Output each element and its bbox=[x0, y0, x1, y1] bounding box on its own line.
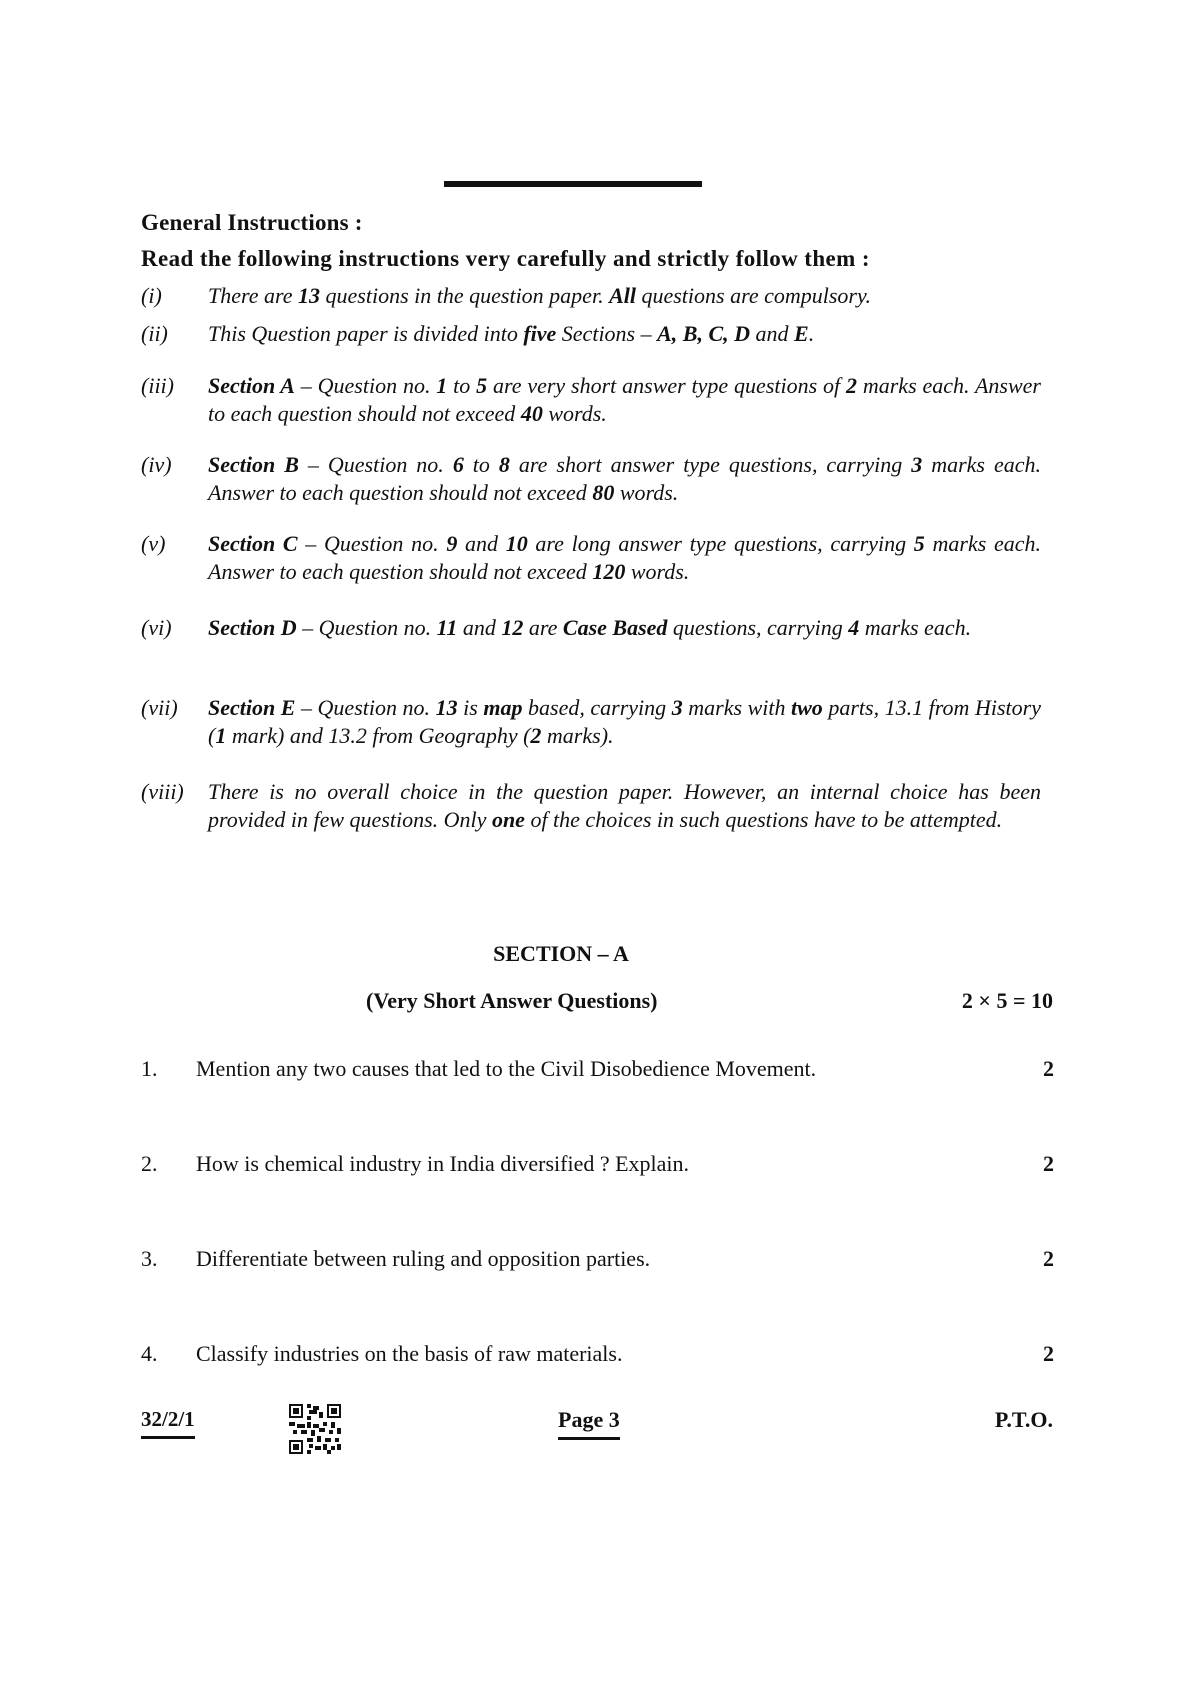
instruction-number: (i) bbox=[141, 283, 162, 308]
text-run: is bbox=[457, 695, 484, 720]
question-number: 4. bbox=[141, 1341, 158, 1366]
emphasis-text: Section A bbox=[208, 373, 295, 398]
text-run: marks with bbox=[682, 695, 792, 720]
instruction-number: (iii) bbox=[141, 373, 174, 398]
text-run: and bbox=[457, 615, 502, 640]
text-run: and bbox=[457, 531, 506, 556]
emphasis-text: Case Based bbox=[562, 615, 668, 640]
text-run: words. bbox=[614, 480, 679, 505]
text-run: parts, 13.1 from History ( bbox=[208, 695, 1041, 748]
text-run: are very short answer type questions of bbox=[487, 373, 846, 398]
text-run: marks). bbox=[541, 723, 614, 748]
instruction-number: (ii) bbox=[141, 321, 168, 346]
text-run: to bbox=[463, 452, 499, 477]
pto-label: P.T.O. bbox=[994, 1407, 1053, 1432]
emphasis-text: five bbox=[523, 321, 557, 346]
text-run: marks each. bbox=[859, 615, 972, 640]
text-run: marks each. Answer to each question should not exceed bbox=[208, 452, 1041, 505]
question-number: 3. bbox=[141, 1246, 158, 1271]
instruction-text bbox=[208, 282, 1041, 310]
text-run: There is no overall choice in the question paper. However, an internal choice has been provided in few questions. Only bbox=[208, 779, 1041, 832]
emphasis-text: 2 bbox=[846, 373, 857, 398]
text-run: – Question no. bbox=[295, 695, 436, 720]
question-marks: 2 bbox=[1043, 1151, 1054, 1176]
instruction-item bbox=[141, 694, 1041, 750]
question-number: 1. bbox=[141, 1056, 158, 1081]
emphasis-text: map bbox=[483, 695, 523, 720]
instruction-text bbox=[208, 320, 1041, 348]
top-divider-box bbox=[444, 181, 702, 187]
instruction-item bbox=[141, 451, 1041, 507]
text-run: are short answer type questions, carrying bbox=[509, 452, 912, 477]
text-run: questions are compulsory. bbox=[635, 283, 872, 308]
emphasis-text: A, B, C, D bbox=[657, 321, 751, 346]
emphasis-text: 40 bbox=[520, 401, 543, 426]
text-run: questions in the question paper. bbox=[320, 283, 610, 308]
instruction-item bbox=[141, 320, 1041, 348]
instruction-text bbox=[208, 694, 1041, 750]
emphasis-text: 10 bbox=[505, 531, 528, 556]
emphasis-text: two bbox=[791, 695, 823, 720]
question-item bbox=[141, 1341, 1054, 1367]
instruction-number: (v) bbox=[141, 531, 166, 556]
text-run: – Question no. bbox=[297, 531, 447, 556]
instruction-item bbox=[141, 282, 1041, 310]
emphasis-text: 5 bbox=[913, 531, 925, 556]
text-run: – Question no. bbox=[296, 615, 437, 640]
emphasis-text: Section C bbox=[208, 531, 298, 556]
text-run: This Question paper is divided into bbox=[208, 321, 524, 346]
question-text: Mention any two causes that led to the Civil Disobedience Movement. bbox=[196, 1056, 817, 1081]
text-run: to bbox=[447, 373, 477, 398]
instruction-number: (vii) bbox=[141, 695, 178, 720]
emphasis-text: 120 bbox=[592, 559, 626, 584]
qr-code-icon bbox=[289, 1404, 341, 1454]
text-run: are bbox=[523, 615, 563, 640]
paper-code: 32/2/1 bbox=[141, 1407, 195, 1439]
instruction-item bbox=[141, 530, 1041, 586]
instruction-text bbox=[208, 451, 1041, 507]
question-marks: 2 bbox=[1043, 1341, 1054, 1366]
section-marks: 2 × 5 = 10 bbox=[961, 988, 1053, 1013]
emphasis-text: 8 bbox=[498, 452, 510, 477]
text-run: of the choices in such questions have to be attempted. bbox=[524, 807, 1003, 832]
emphasis-text: 5 bbox=[476, 373, 488, 398]
text-run: – Question no. bbox=[294, 373, 437, 398]
text-run: – Question no. bbox=[298, 452, 453, 477]
instruction-text bbox=[208, 372, 1041, 428]
text-run: . bbox=[808, 321, 815, 346]
emphasis-text: 1 bbox=[215, 723, 227, 748]
emphasis-text: 6 bbox=[452, 452, 464, 477]
text-run: Sections – bbox=[556, 321, 658, 346]
emphasis-text: one bbox=[491, 807, 525, 832]
question-text: Classify industries on the basis of raw materials. bbox=[196, 1341, 623, 1366]
emphasis-text: 2 bbox=[530, 723, 542, 748]
emphasis-text: 13 bbox=[298, 283, 321, 308]
text-run: marks each. Answer to each question should not exceed bbox=[208, 531, 1041, 584]
instruction-number: (iv) bbox=[141, 452, 172, 477]
emphasis-text: All bbox=[609, 283, 636, 308]
emphasis-text: 11 bbox=[436, 615, 458, 640]
general-instructions-subtitle: Read the following instructions very carefully and strictly follow them : bbox=[141, 246, 870, 271]
instruction-number: (viii) bbox=[141, 779, 184, 804]
emphasis-text: 12 bbox=[501, 615, 524, 640]
text-run: questions, carrying bbox=[667, 615, 849, 640]
text-run: based, carrying bbox=[522, 695, 672, 720]
emphasis-text: 1 bbox=[436, 373, 448, 398]
emphasis-text: E bbox=[794, 321, 809, 346]
instruction-item bbox=[141, 614, 1041, 642]
text-run: There are bbox=[208, 283, 299, 308]
question-number: 2. bbox=[141, 1151, 158, 1176]
text-run: marks each. Answer to each question should not exceed bbox=[208, 373, 1041, 426]
instruction-number: (vi) bbox=[141, 615, 172, 640]
emphasis-text: Section D bbox=[208, 615, 297, 640]
emphasis-text: 80 bbox=[592, 480, 615, 505]
section-subheading: (Very Short Answer Questions) bbox=[366, 988, 658, 1013]
page-number: Page 3 bbox=[558, 1407, 620, 1440]
text-run: words. bbox=[542, 401, 607, 426]
question-item bbox=[141, 1246, 1054, 1272]
instruction-text bbox=[208, 530, 1041, 586]
question-text: How is chemical industry in India diversified ? Explain. bbox=[196, 1151, 690, 1176]
question-marks: 2 bbox=[1043, 1056, 1054, 1081]
text-run: are long answer type questions, carrying bbox=[527, 531, 914, 556]
instruction-item bbox=[141, 778, 1041, 834]
emphasis-text: 9 bbox=[446, 531, 458, 556]
instruction-item bbox=[141, 372, 1041, 428]
question-item bbox=[141, 1151, 1054, 1177]
emphasis-text: 3 bbox=[671, 695, 683, 720]
question-item bbox=[141, 1056, 1054, 1082]
instruction-text bbox=[208, 778, 1041, 834]
general-instructions-title: General Instructions : bbox=[141, 210, 363, 235]
emphasis-text: 3 bbox=[911, 452, 923, 477]
text-run: words. bbox=[625, 559, 690, 584]
question-text: Differentiate between ruling and opposition parties. bbox=[196, 1246, 651, 1271]
emphasis-text: Section E bbox=[208, 695, 296, 720]
text-run: and bbox=[750, 321, 795, 346]
question-marks: 2 bbox=[1043, 1246, 1054, 1271]
emphasis-text: 4 bbox=[848, 615, 860, 640]
instruction-text bbox=[208, 614, 1041, 642]
emphasis-text: Section B bbox=[208, 452, 299, 477]
section-heading: SECTION – A bbox=[493, 941, 629, 966]
emphasis-text: 13 bbox=[435, 695, 458, 720]
text-run: mark) and 13.2 from Geography ( bbox=[226, 723, 531, 748]
